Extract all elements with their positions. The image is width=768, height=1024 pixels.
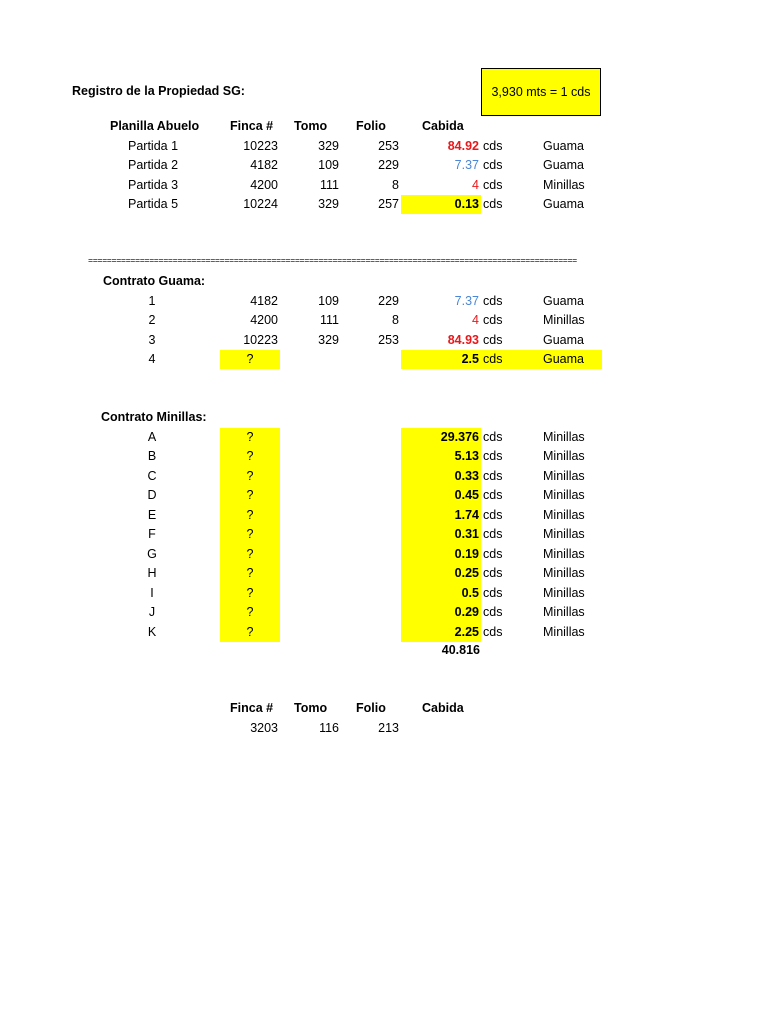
cell-place: Guama — [543, 294, 584, 308]
cell-place: Minillas — [543, 430, 585, 444]
col-header-folio: Folio — [356, 119, 386, 133]
cell-folio: 213 — [378, 721, 399, 735]
cell-finca: 10223 — [243, 139, 278, 153]
cell-unit: cds — [483, 508, 503, 522]
cell-place: Minillas — [543, 508, 585, 522]
col-header-finca-2: Finca # — [230, 701, 274, 715]
row-name: 3 — [148, 333, 156, 347]
cell-unit: cds — [483, 333, 503, 347]
cell-cabida: 29.376 — [440, 430, 479, 444]
cell-place: Minillas — [543, 566, 585, 580]
cell-finca: ? — [246, 547, 254, 561]
section-title-guama: Contrato Guama: — [103, 274, 206, 288]
cell-place: Minillas — [543, 488, 585, 502]
cell-unit: cds — [483, 566, 503, 580]
cell-unit: cds — [483, 197, 503, 211]
cell-unit: cds — [483, 527, 503, 541]
conversion-note — [481, 68, 601, 116]
cell-folio: 229 — [378, 294, 399, 308]
cell-finca: 3203 — [250, 721, 278, 735]
col-header-cabida: Cabida — [422, 119, 464, 133]
cell-cabida: 5.13 — [454, 449, 479, 463]
cell-place: Minillas — [543, 547, 585, 561]
cell-place: Minillas — [543, 449, 585, 463]
cell-unit: cds — [483, 449, 503, 463]
cell-unit: cds — [483, 469, 503, 483]
row-name: H — [147, 566, 157, 580]
row-name: 4 — [148, 352, 156, 366]
row-name: Partida 3 — [128, 178, 179, 192]
cell-tomo: 111 — [319, 178, 339, 192]
cell-folio: 253 — [378, 333, 399, 347]
row-name: A — [147, 430, 157, 444]
cell-finca: ? — [246, 605, 254, 619]
cell-unit: cds — [483, 625, 503, 639]
cell-tomo: 329 — [318, 333, 339, 347]
cell-unit: cds — [483, 488, 503, 502]
cell-finca: ? — [246, 586, 254, 600]
cell-unit: cds — [483, 352, 503, 366]
cell-finca: ? — [246, 527, 254, 541]
cell-finca: ? — [246, 430, 254, 444]
cell-cabida: 1.74 — [454, 508, 479, 522]
col-header-folio-2: Folio — [356, 701, 386, 715]
cell-place: Minillas — [543, 625, 585, 639]
row-name: J — [148, 605, 156, 619]
cell-place: Minillas — [543, 605, 585, 619]
conversion-note-text: 3,930 mts = 1 cds — [491, 85, 591, 99]
cell-place: Minillas — [543, 586, 585, 600]
col-header-cabida-2: Cabida — [422, 701, 464, 715]
cell-unit: cds — [483, 605, 503, 619]
cell-finca: 10223 — [243, 333, 278, 347]
cell-place: Guama — [543, 158, 584, 172]
row-name: C — [147, 469, 157, 483]
cell-folio: 229 — [378, 158, 399, 172]
cell-cabida: 0.45 — [454, 488, 479, 502]
cell-cabida: 0.19 — [454, 547, 479, 561]
row-name: D — [147, 488, 157, 502]
cell-tomo: 329 — [318, 197, 339, 211]
col-header-tomo: Tomo — [294, 119, 328, 133]
cell-cabida: 0.25 — [454, 566, 479, 580]
cell-tomo: 116 — [319, 721, 339, 735]
col-header-tomo-2: Tomo — [294, 701, 328, 715]
cell-cabida: 0.13 — [454, 197, 479, 211]
cell-finca: ? — [246, 566, 254, 580]
cell-cabida: 4 — [472, 178, 479, 192]
cell-place: Minillas — [543, 527, 585, 541]
cell-place: Minillas — [543, 313, 585, 327]
cell-unit: cds — [483, 313, 503, 327]
row-name: E — [147, 508, 157, 522]
cell-finca: ? — [246, 449, 254, 463]
cell-tomo: 109 — [318, 294, 339, 308]
cell-unit: cds — [483, 547, 503, 561]
cell-cabida: 0.33 — [454, 469, 479, 483]
cell-finca: ? — [246, 488, 254, 502]
cell-place: Guama — [543, 139, 584, 153]
row-name: Partida 2 — [128, 158, 179, 172]
col-header-finca: Finca # — [230, 119, 274, 133]
cell-finca: ? — [246, 625, 254, 639]
cell-tomo: 329 — [318, 139, 339, 153]
cell-folio: 253 — [378, 139, 399, 153]
cell-finca: ? — [246, 508, 254, 522]
page-title: Registro de la Propiedad SG: — [72, 84, 245, 98]
cell-folio: 257 — [378, 197, 399, 211]
cell-folio: 8 — [392, 178, 399, 192]
cell-finca: ? — [246, 469, 254, 483]
cell-unit: cds — [483, 586, 503, 600]
row-name: K — [147, 625, 157, 639]
cell-unit: cds — [483, 178, 503, 192]
cell-finca: ? — [246, 352, 254, 366]
cell-cabida: 7.37 — [454, 158, 479, 172]
cell-folio: 8 — [392, 313, 399, 327]
cell-cabida: 2.25 — [454, 625, 479, 639]
cell-finca: 4200 — [250, 178, 278, 192]
minillas-total: 40.816 — [441, 643, 480, 657]
cell-cabida: 2.5 — [461, 352, 479, 366]
cell-finca: 10224 — [243, 197, 278, 211]
cell-cabida: 7.37 — [454, 294, 479, 308]
cell-cabida: 0.5 — [461, 586, 479, 600]
cell-unit: cds — [483, 139, 503, 153]
cell-unit: cds — [483, 158, 503, 172]
cell-cabida: 0.29 — [454, 605, 479, 619]
cell-finca: 4200 — [250, 313, 278, 327]
row-name: G — [147, 547, 157, 561]
cell-unit: cds — [483, 294, 503, 308]
row-name: 1 — [148, 294, 156, 308]
cell-place: Minillas — [543, 469, 585, 483]
row-name: B — [147, 449, 157, 463]
cell-place: Minillas — [543, 178, 585, 192]
col-header-planilla: Planilla Abuelo — [110, 119, 200, 133]
separator-line: ======================================================================================================== — [88, 256, 577, 266]
cell-unit: cds — [483, 430, 503, 444]
cell-place: Guama — [543, 197, 584, 211]
cell-cabida: 84.92 — [447, 139, 479, 153]
cell-place: Guama — [543, 333, 584, 347]
cell-cabida: 4 — [472, 313, 479, 327]
section-title-minillas: Contrato Minillas: — [101, 410, 207, 424]
cell-tomo: 109 — [318, 158, 339, 172]
cell-place: Guama — [543, 352, 584, 366]
cell-cabida: 0.31 — [454, 527, 479, 541]
row-name: F — [148, 527, 156, 541]
cell-finca: 4182 — [250, 294, 278, 308]
cell-tomo: 111 — [319, 313, 339, 327]
row-name: Partida 1 — [128, 139, 179, 153]
cell-cabida: 84.93 — [447, 333, 479, 347]
row-name: 2 — [148, 313, 156, 327]
row-name: Partida 5 — [128, 197, 179, 211]
cell-finca: 4182 — [250, 158, 278, 172]
row-name: I — [150, 586, 154, 600]
